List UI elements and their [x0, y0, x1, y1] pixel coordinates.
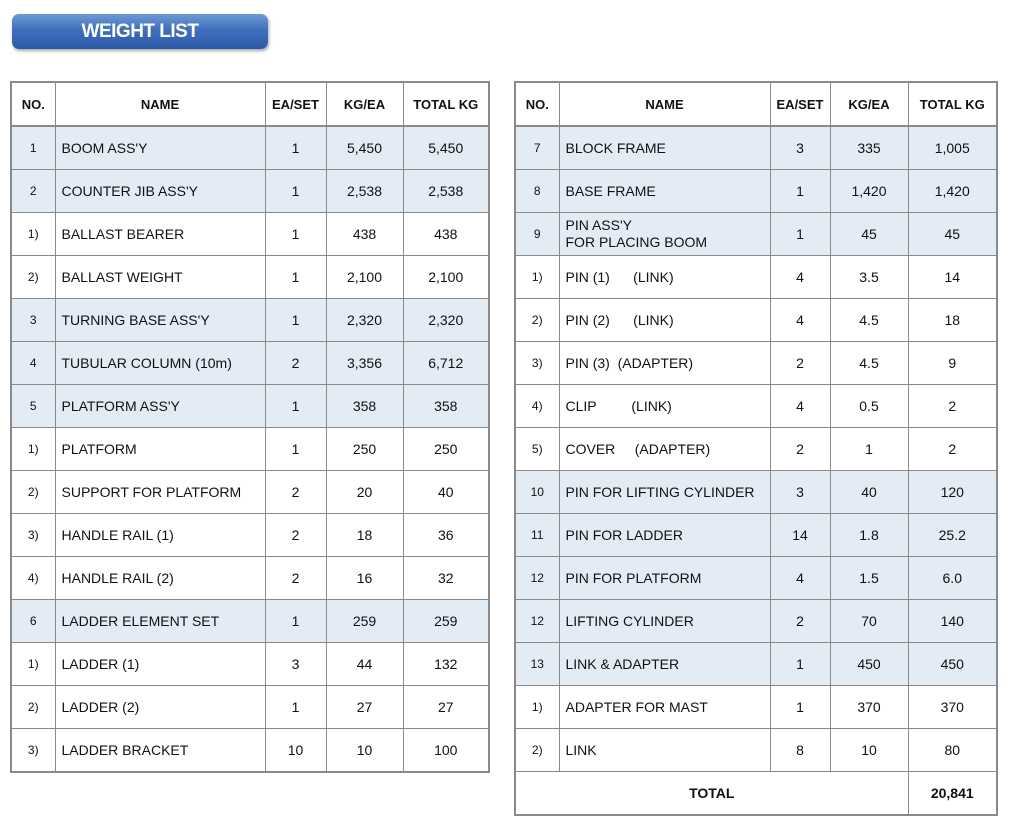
table-row: [515, 600, 997, 643]
row-name: TURNING BASE ASS'Y: [55, 299, 265, 342]
col-header-name: NAME: [559, 82, 770, 126]
row-ea-set: 4: [770, 299, 830, 342]
table-row: [515, 428, 997, 471]
row-name: LADDER BRACKET: [55, 729, 265, 773]
row-ea-set: 3: [770, 471, 830, 514]
row-ea-set: 14: [770, 514, 830, 557]
row-number: 2): [11, 471, 55, 514]
row-name: HANDLE RAIL (1): [55, 514, 265, 557]
weight-table-right: [514, 81, 998, 816]
table-row: [11, 729, 489, 773]
row-number: 1: [11, 126, 55, 170]
row-kg-ea: 4.5: [830, 299, 908, 342]
row-total-kg: 45: [908, 213, 997, 256]
row-total-kg: 438: [403, 213, 489, 256]
col-header-kg-ea: KG/EA: [830, 82, 908, 126]
table-row: [515, 342, 997, 385]
row-kg-ea: 259: [326, 600, 403, 643]
row-kg-ea: 27: [326, 686, 403, 729]
table-row: [515, 686, 997, 729]
row-number: 7: [515, 126, 559, 170]
row-kg-ea: 5,450: [326, 126, 403, 170]
table-row: [515, 385, 997, 428]
table-header-row: [11, 82, 489, 126]
table-row: [11, 471, 489, 514]
row-name: BALLAST BEARER: [55, 213, 265, 256]
row-kg-ea: 450: [830, 643, 908, 686]
row-total-kg: 5,450: [403, 126, 489, 170]
row-number: 12: [515, 600, 559, 643]
row-ea-set: 1: [265, 385, 326, 428]
row-name: COVER (ADAPTER): [559, 428, 770, 471]
row-number: 3): [11, 514, 55, 557]
row-total-kg: 259: [403, 600, 489, 643]
total-value: 20,841: [908, 772, 997, 816]
row-ea-set: 3: [265, 643, 326, 686]
row-total-kg: 450: [908, 643, 997, 686]
col-header-kg-ea: KG/EA: [326, 82, 403, 126]
row-number: 5): [515, 428, 559, 471]
row-total-kg: 250: [403, 428, 489, 471]
table-row: [515, 170, 997, 213]
table-row: [515, 299, 997, 342]
row-kg-ea: 335: [830, 126, 908, 170]
row-number: 1): [11, 643, 55, 686]
row-total-kg: 1,420: [908, 170, 997, 213]
row-number: 1): [515, 686, 559, 729]
row-ea-set: 2: [265, 514, 326, 557]
row-number: 9: [515, 213, 559, 256]
table-row: [11, 385, 489, 428]
col-header-no: NO.: [11, 82, 55, 126]
row-name-line: FOR PLACING BOOM: [565, 234, 708, 250]
row-number: 1): [515, 256, 559, 299]
col-header-ea-set: EA/SET: [770, 82, 830, 126]
table-row: [11, 299, 489, 342]
table-row: [515, 471, 997, 514]
table-row: [11, 600, 489, 643]
table-row: [11, 170, 489, 213]
row-number: 3): [11, 729, 55, 773]
row-total-kg: 36: [403, 514, 489, 557]
row-total-kg: 9: [908, 342, 997, 385]
table-row: [515, 514, 997, 557]
row-kg-ea: 70: [830, 600, 908, 643]
row-ea-set: 1: [770, 213, 830, 256]
row-total-kg: 2,320: [403, 299, 489, 342]
col-header-no: NO.: [515, 82, 559, 126]
row-kg-ea: 3,356: [326, 342, 403, 385]
row-name: HANDLE RAIL (2): [55, 557, 265, 600]
row-name: BALLAST WEIGHT: [55, 256, 265, 299]
table-row: [515, 256, 997, 299]
row-kg-ea: 1: [830, 428, 908, 471]
page-title: WEIGHT LIST: [12, 14, 268, 49]
row-total-kg: 25.2: [908, 514, 997, 557]
table-row: [11, 514, 489, 557]
row-kg-ea: 20: [326, 471, 403, 514]
row-name: BASE FRAME: [559, 170, 770, 213]
row-number: 4): [11, 557, 55, 600]
table-row: [11, 256, 489, 299]
table-row: [515, 213, 997, 256]
row-name: PIN (1) (LINK): [559, 256, 770, 299]
table-row: [11, 557, 489, 600]
row-name: PIN (2) (LINK): [559, 299, 770, 342]
row-total-kg: 358: [403, 385, 489, 428]
row-number: 3: [11, 299, 55, 342]
row-name: PIN FOR PLATFORM: [559, 557, 770, 600]
table-row: [515, 729, 997, 772]
row-kg-ea: 10: [326, 729, 403, 773]
row-ea-set: 1: [265, 299, 326, 342]
row-number: 4: [11, 342, 55, 385]
row-total-kg: 32: [403, 557, 489, 600]
row-kg-ea: 250: [326, 428, 403, 471]
row-kg-ea: 1,420: [830, 170, 908, 213]
row-kg-ea: 2,100: [326, 256, 403, 299]
table-row: [515, 643, 997, 686]
row-ea-set: 10: [265, 729, 326, 773]
row-kg-ea: 4.5: [830, 342, 908, 385]
row-ea-set: 1: [265, 256, 326, 299]
row-number: 5: [11, 385, 55, 428]
row-number: 4): [515, 385, 559, 428]
col-header-name: NAME: [55, 82, 265, 126]
row-name: COUNTER JIB ASS'Y: [55, 170, 265, 213]
row-name: ADAPTER FOR MAST: [559, 686, 770, 729]
row-total-kg: 100: [403, 729, 489, 773]
row-total-kg: 2,100: [403, 256, 489, 299]
row-kg-ea: 1.8: [830, 514, 908, 557]
row-ea-set: 1: [265, 126, 326, 170]
row-kg-ea: 16: [326, 557, 403, 600]
row-ea-set: 1: [265, 686, 326, 729]
row-name: [559, 213, 770, 256]
row-name-line: PIN ASS'Y: [565, 217, 632, 233]
row-name: TUBULAR COLUMN (10m): [55, 342, 265, 385]
row-number: 1): [11, 428, 55, 471]
row-kg-ea: 44: [326, 643, 403, 686]
row-name: BLOCK FRAME: [559, 126, 770, 170]
row-total-kg: 120: [908, 471, 997, 514]
row-number: 8: [515, 170, 559, 213]
row-kg-ea: 2,538: [326, 170, 403, 213]
row-total-kg: 132: [403, 643, 489, 686]
row-number: 13: [515, 643, 559, 686]
row-number: 12: [515, 557, 559, 600]
row-name: LINK: [559, 729, 770, 772]
row-number: 2): [11, 686, 55, 729]
row-kg-ea: 438: [326, 213, 403, 256]
row-ea-set: 2: [265, 557, 326, 600]
row-ea-set: 1: [265, 170, 326, 213]
table-header-row: [515, 82, 997, 126]
row-total-kg: 18: [908, 299, 997, 342]
row-name: PLATFORM ASS'Y: [55, 385, 265, 428]
row-ea-set: 2: [265, 342, 326, 385]
row-ea-set: 1: [770, 643, 830, 686]
row-name: LADDER ELEMENT SET: [55, 600, 265, 643]
row-ea-set: 2: [770, 342, 830, 385]
row-ea-set: 1: [265, 428, 326, 471]
table-row: [11, 686, 489, 729]
row-name: LIFTING CYLINDER: [559, 600, 770, 643]
col-header-total-kg: TOTAL KG: [403, 82, 489, 126]
row-name: CLIP (LINK): [559, 385, 770, 428]
row-kg-ea: 2,320: [326, 299, 403, 342]
row-name: LINK & ADAPTER: [559, 643, 770, 686]
row-kg-ea: 0.5: [830, 385, 908, 428]
col-header-ea-set: EA/SET: [265, 82, 326, 126]
row-total-kg: 6,712: [403, 342, 489, 385]
total-row: [515, 772, 997, 816]
row-name: LADDER (2): [55, 686, 265, 729]
table-row: [11, 428, 489, 471]
table-row: [11, 126, 489, 170]
row-ea-set: 8: [770, 729, 830, 772]
row-number: 2: [11, 170, 55, 213]
table-row: [11, 342, 489, 385]
row-total-kg: 140: [908, 600, 997, 643]
total-label: TOTAL: [515, 772, 908, 816]
row-ea-set: 2: [770, 428, 830, 471]
row-number: 3): [515, 342, 559, 385]
row-name: SUPPORT FOR PLATFORM: [55, 471, 265, 514]
row-name: PIN FOR LIFTING CYLINDER: [559, 471, 770, 514]
row-total-kg: 2,538: [403, 170, 489, 213]
row-number: 6: [11, 600, 55, 643]
col-header-total-kg: TOTAL KG: [908, 82, 997, 126]
row-total-kg: 40: [403, 471, 489, 514]
row-name: PIN (3) (ADAPTER): [559, 342, 770, 385]
row-total-kg: 6.0: [908, 557, 997, 600]
row-kg-ea: 10: [830, 729, 908, 772]
row-ea-set: 1: [265, 600, 326, 643]
row-ea-set: 1: [265, 213, 326, 256]
row-number: 2): [11, 256, 55, 299]
table-row: [11, 213, 489, 256]
row-kg-ea: 1.5: [830, 557, 908, 600]
row-number: 10: [515, 471, 559, 514]
row-total-kg: 27: [403, 686, 489, 729]
row-ea-set: 1: [770, 686, 830, 729]
row-ea-set: 3: [770, 126, 830, 170]
row-name: PLATFORM: [55, 428, 265, 471]
row-number: 11: [515, 514, 559, 557]
row-total-kg: 2: [908, 385, 997, 428]
row-ea-set: 2: [770, 600, 830, 643]
table-row: [515, 557, 997, 600]
row-total-kg: 14: [908, 256, 997, 299]
row-number: 2): [515, 299, 559, 342]
row-total-kg: 80: [908, 729, 997, 772]
row-kg-ea: 18: [326, 514, 403, 557]
row-number: 1): [11, 213, 55, 256]
row-kg-ea: 358: [326, 385, 403, 428]
row-total-kg: 2: [908, 428, 997, 471]
row-total-kg: 1,005: [908, 126, 997, 170]
row-total-kg: 370: [908, 686, 997, 729]
table-row: [515, 126, 997, 170]
weight-table-left: [10, 81, 490, 773]
row-ea-set: 1: [770, 170, 830, 213]
row-ea-set: 4: [770, 557, 830, 600]
row-ea-set: 2: [265, 471, 326, 514]
table-row: [11, 643, 489, 686]
row-kg-ea: 370: [830, 686, 908, 729]
row-kg-ea: 3.5: [830, 256, 908, 299]
row-name: BOOM ASS'Y: [55, 126, 265, 170]
row-number: 2): [515, 729, 559, 772]
row-kg-ea: 45: [830, 213, 908, 256]
row-kg-ea: 40: [830, 471, 908, 514]
row-name: PIN FOR LADDER: [559, 514, 770, 557]
row-ea-set: 4: [770, 385, 830, 428]
row-ea-set: 4: [770, 256, 830, 299]
row-name: LADDER (1): [55, 643, 265, 686]
